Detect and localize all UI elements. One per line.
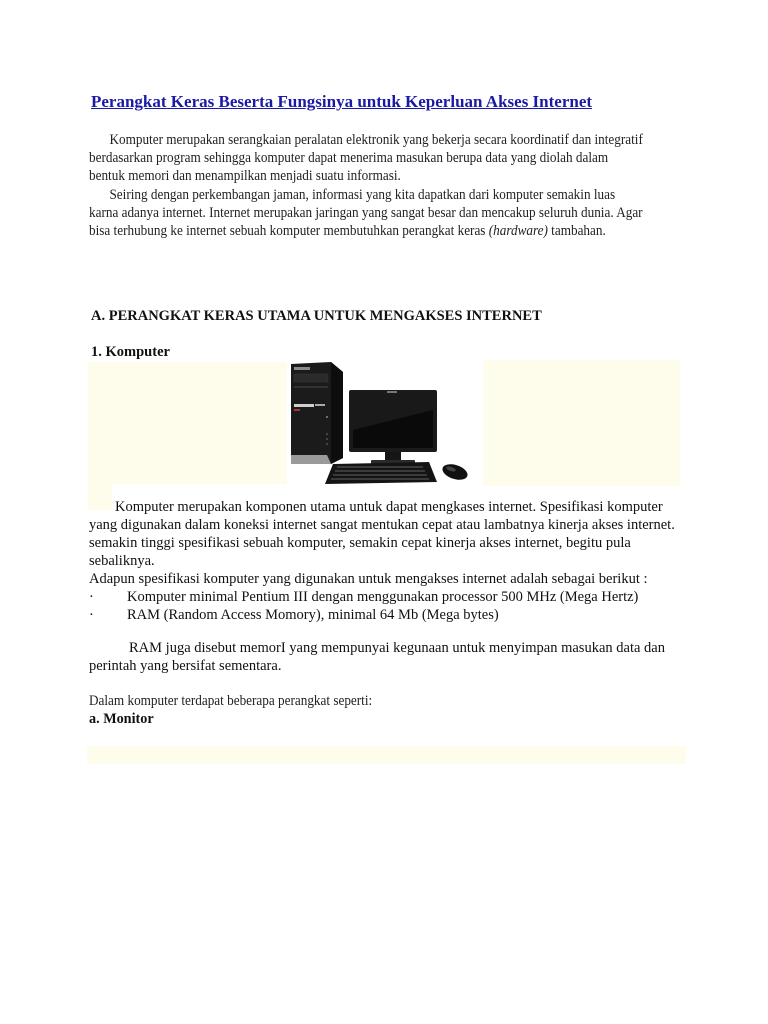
spec-intro: Adapun spesifikasi komputer yang digunakan untuk mengakses internet adalah sebagai berikut : [89, 571, 648, 587]
intro-section [89, 131, 647, 240]
item-1-body [89, 498, 689, 624]
highlight-strip-bottom [87, 746, 686, 764]
bullet-dot: · [89, 607, 94, 623]
intro-paragraph-2-text: Seiring dengan perkembangan jaman, informasi yang kita dapatkan dari komputer semakin luas karna adanya internet. Internet merupakan jaringan yang sangat besar dan mencakup seluruh dunia. Agar bisa terhubung ke internet sebuah komputer membutuhkan perangkat keras [89, 186, 643, 240]
spec-list-item [89, 606, 689, 624]
devices-intro: Dalam komputer terdapat beberapa perangkat seperti: [89, 693, 373, 709]
item-1-paragraph-text: Komputer merupakan komponen utama untuk dapat mengkases internet. Spesifikasi komputer yang digunakan dalam koneksi internet sangat mentukan cepat atau lambatnya kinerja akses internet. semakin tinggi spesifikasi sebuah komputer, semakin cepat kinerja akses internet, begitu pula sebaliknya. [89, 499, 675, 569]
monitor-subheading: a. Monitor [89, 711, 154, 727]
section-a-heading: A. PERANGKAT KERAS UTAMA UNTUK MENGAKSES INTERNET [91, 308, 542, 324]
intro-paragraph-1 [89, 131, 647, 186]
intro-paragraph-2-end: tambahan. [547, 223, 606, 240]
hardware-italic-term: (hardware) [488, 223, 548, 240]
ram-note-text: RAM juga disebut memorI yang mempunyai kegunaan untuk menyimpan masukan data dan perintah yang bersifat sementara. [89, 640, 665, 674]
spec-list-item [89, 588, 689, 606]
item-1-paragraph [89, 498, 689, 570]
highlight-panel-right [480, 360, 680, 486]
highlight-panel-left [88, 362, 290, 484]
ram-note [89, 639, 689, 675]
intro-paragraph-2 [89, 186, 647, 241]
computer-image [287, 360, 483, 486]
spec-text: RAM (Random Access Momory), minimal 64 Mb (Mega bytes) [127, 607, 499, 623]
intro-paragraph-1-text: Komputer merupakan serangkaian peralatan elektronik yang bekerja secara koordinatif dan integratif berdasarkan program sehingga komputer dapat menerima masukan berupa data yang diolah dalam bentuk memori dan menampilkan menjadi suatu informasi. [89, 132, 643, 185]
bullet-dot: · [89, 589, 94, 605]
document-title-link[interactable]: Perangkat Keras Beserta Fungsinya untuk Keperluan Akses Internet [91, 92, 593, 111]
spec-text: Komputer minimal Pentium III dengan menggunakan processor 500 MHz (Mega Hertz) [127, 589, 639, 605]
item-1-heading: 1. Komputer [91, 344, 170, 360]
